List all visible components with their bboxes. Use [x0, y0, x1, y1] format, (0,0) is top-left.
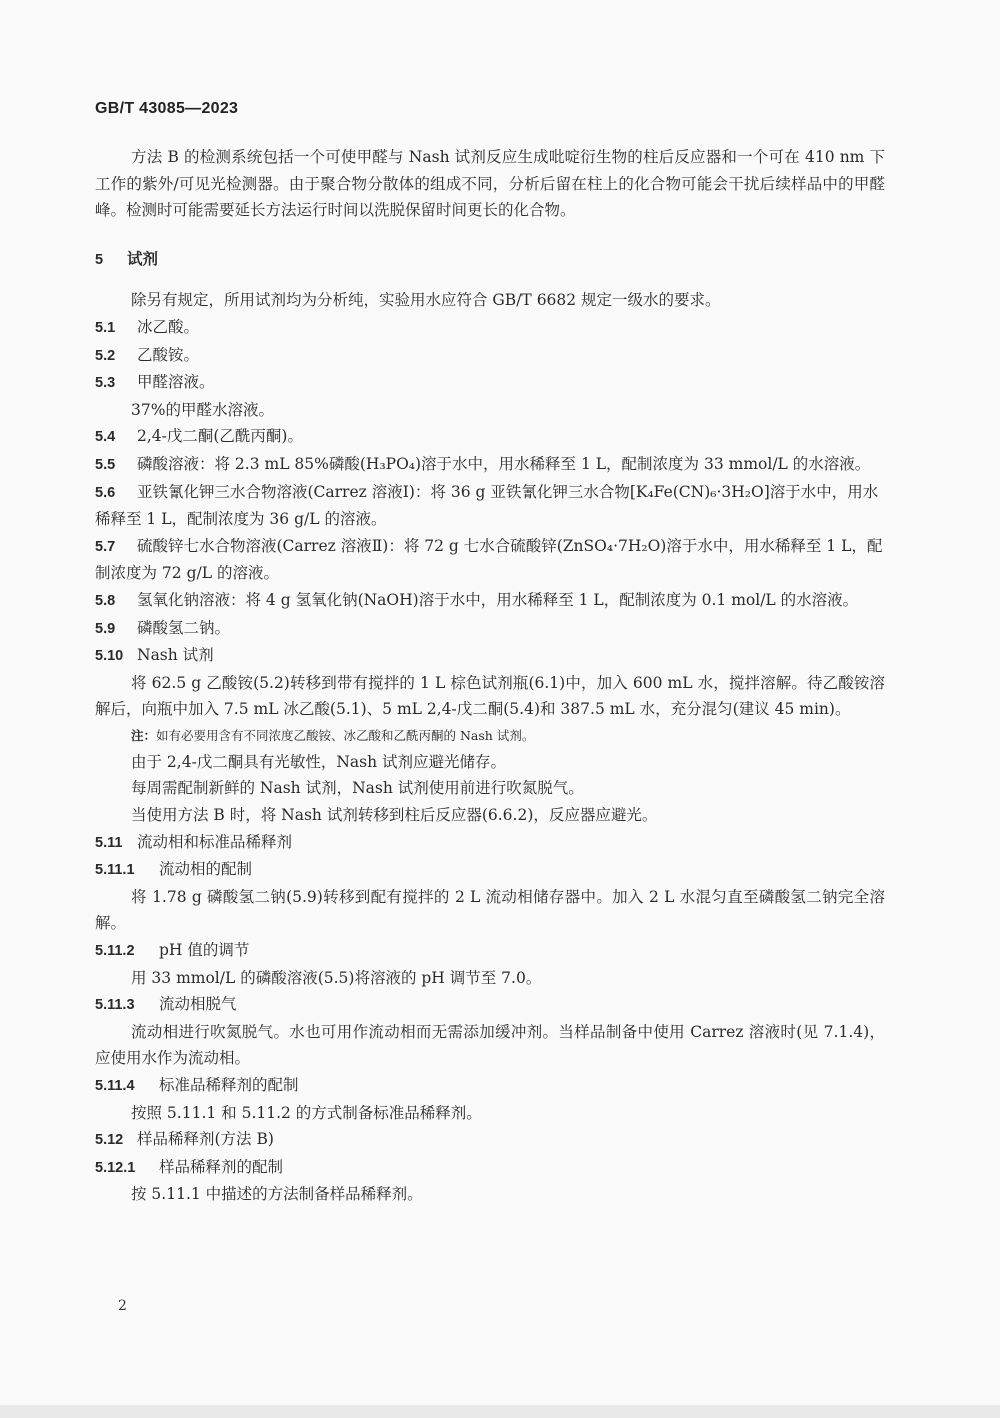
clause-text: 冰乙酸。 — [137, 317, 200, 336]
clause-number: 5.12.1 — [95, 1159, 136, 1176]
clause-number: 5.11.1 — [95, 862, 135, 879]
clause-text: 甲醛溶液。 — [137, 373, 215, 392]
clause-5-11-subclauses — [95, 856, 885, 1126]
subclause-heading — [95, 991, 885, 1019]
bottom-edge — [0, 1405, 1000, 1418]
clause-item — [95, 642, 885, 670]
clause-subtext: 将 62.5 g 乙酸铵(5.2)转移到带有搅拌的 1 L 棕色试剂瓶(6.1)中，加入 600 mL 水，搅拌溶解。待乙酸铵溶解后，向瓶中加入 7.5 mL 冰乙酸(5.1)、5 mL 2,4-戊二酮(5.4)和 387.5 mL 水，充分混匀(建议 45 min)。 — [95, 673, 885, 719]
clause-number: 5.10 — [95, 648, 124, 665]
clause-text: 磷酸溶液：将 2.3 mL 85%磷酸(H₃PO₄)溶于水中，用水稀释至 1 L，配制浓度为 33 mmol/L 的水溶液。 — [137, 454, 871, 473]
clause-number: 5.6 — [95, 484, 116, 501]
clause-item — [95, 423, 885, 451]
clause-5-12-1 — [95, 1154, 885, 1182]
clause-title: 流动相和标准品稀释剂 — [137, 832, 293, 851]
section-5-heading — [95, 246, 885, 274]
clause-number: 5.11.3 — [95, 997, 135, 1014]
clause-text: 磷酸氢二钠。 — [137, 618, 231, 637]
intro-paragraph: 方法 B 的检测系统包括一个可使甲醛与 Nash 试剂反应生成吡啶衍生物的柱后反应器和一个可在 410 nm 下工作的紫外/可见光检测器。由于聚合物分散体的组成不同，分析后留在柱上的化合物可能会干扰后续样品中的甲醛峰。检测时可能需要延长方法运行时间以洗脱保留时间更长的化合物。 — [95, 148, 885, 220]
clause-item — [95, 587, 885, 615]
clause-text: 硫酸锌七水合物溶液(Carrez 溶液Ⅱ)：将 72 g 七水合硫酸锌(ZnSO₄·7H₂O)溶于水中，用水稀释至 1 L，配制浓度为 72 g/L 的溶液。 — [95, 536, 883, 583]
clause-number: 5.4 — [95, 429, 116, 446]
clause-text: 2,4-戊二酮(乙酰丙酮)。 — [137, 427, 303, 446]
standard-header: GB/T 43085—2023 — [95, 100, 239, 117]
section-title: 试剂 — [127, 249, 159, 268]
nash-paragraphs — [95, 749, 885, 829]
clause-number: 5.11 — [95, 834, 123, 851]
clause-item — [95, 533, 885, 587]
subclause-heading — [95, 1072, 885, 1100]
nash-paragraph: 由于 2,4-戊二酮具有光敏性，Nash 试剂应避光储存。 — [131, 752, 506, 771]
subclause-heading — [95, 856, 885, 884]
clause-body: 用 33 mmol/L 的磷酸溶液(5.5)将溶液的 pH 调节至 7.0。 — [131, 968, 542, 987]
clause-number: 5.8 — [95, 592, 116, 609]
clause-number: 5.11.2 — [95, 943, 135, 960]
nash-paragraph: 当使用方法 B 时，将 Nash 试剂转移到柱后反应器(6.6.2)，反应器应避光。 — [131, 806, 658, 825]
clause-title: 标准品稀释剂的配制 — [159, 1076, 299, 1094]
note-text: 如有必要用含有不同浓度乙酸铵、冰乙酸和乙酰丙酮的 Nash 试剂。 — [156, 727, 535, 743]
clause-text: 乙酸铵。 — [137, 345, 200, 364]
clause-5-12 — [95, 1126, 885, 1154]
page-content — [95, 144, 885, 1208]
clause-title: 流动相脱气 — [159, 995, 237, 1014]
clause-item — [95, 479, 885, 533]
clause-item — [95, 342, 885, 370]
page-number: 2 — [118, 1298, 127, 1314]
clause-number: 5.5 — [95, 456, 116, 473]
note-label: 注： — [131, 727, 157, 743]
clause-item — [95, 615, 885, 643]
reagent-list — [95, 314, 885, 723]
clause-body: 将 1.78 g 磷酸氢二钠(5.9)转移到配有搅拌的 2 L 流动相储存器中。加入 2 L 水混匀直至磷酸氢二钠完全溶解。 — [95, 887, 885, 933]
clause-subtext: 37%的甲醛水溶液。 — [131, 400, 274, 419]
clause-body: 按 5.11.1 中描述的方法制备样品稀释剂。 — [131, 1185, 423, 1204]
clause-item — [95, 451, 885, 479]
clause-number: 5.12 — [95, 1132, 124, 1149]
clause-body: 流动相进行吹氮脱气。水也可用作流动相而无需添加缓冲剂。当样品制备中使用 Carrez 溶液时(见 7.1.4)，应使用水作为流动相。 — [95, 1022, 885, 1068]
clause-number: 5.7 — [95, 538, 116, 555]
clause-5-11 — [95, 829, 885, 857]
note — [95, 723, 885, 749]
clause-item — [95, 369, 885, 397]
clause-number: 5.11.4 — [95, 1078, 135, 1094]
clause-text: Nash 试剂 — [137, 646, 214, 665]
clause-number: 5.3 — [95, 375, 116, 392]
clause-title: pH 值的调节 — [159, 941, 250, 960]
subclause-heading — [95, 937, 885, 965]
clause-number: 5.1 — [95, 319, 116, 336]
clause-title: 流动相的配制 — [159, 860, 253, 879]
clause-text: 氢氧化钠溶液：将 4 g 氢氧化钠(NaOH)溶于水中，用水稀释至 1 L，配制浓度为 0.1 mol/L 的水溶液。 — [137, 590, 859, 609]
clause-title: 样品稀释剂(方法 B) — [137, 1130, 274, 1149]
section-lead: 除另有规定，所用试剂均为分析纯，实验用水应符合 GB/T 6682 规定一级水的要求。 — [131, 291, 721, 310]
nash-paragraph: 每周需配制新鲜的 Nash 试剂，Nash 试剂使用前进行吹氮脱气。 — [131, 779, 584, 798]
clause-title: 样品稀释剂的配制 — [159, 1157, 284, 1176]
section-number: 5 — [95, 251, 104, 268]
clause-number: 5.2 — [95, 347, 116, 364]
clause-text: 亚铁氰化钾三水合物溶液(Carrez 溶液Ⅰ)：将 36 g 亚铁氰化钾三水合物[K₄Fe(CN)₆·3H₂O]溶于水中，用水稀释至 1 L，配制浓度为 36 g/L 的溶液。 — [95, 482, 879, 529]
clause-item — [95, 314, 885, 342]
clause-number: 5.9 — [95, 620, 116, 637]
clause-body: 按照 5.11.1 和 5.11.2 的方式制备标准品稀释剂。 — [131, 1103, 482, 1122]
